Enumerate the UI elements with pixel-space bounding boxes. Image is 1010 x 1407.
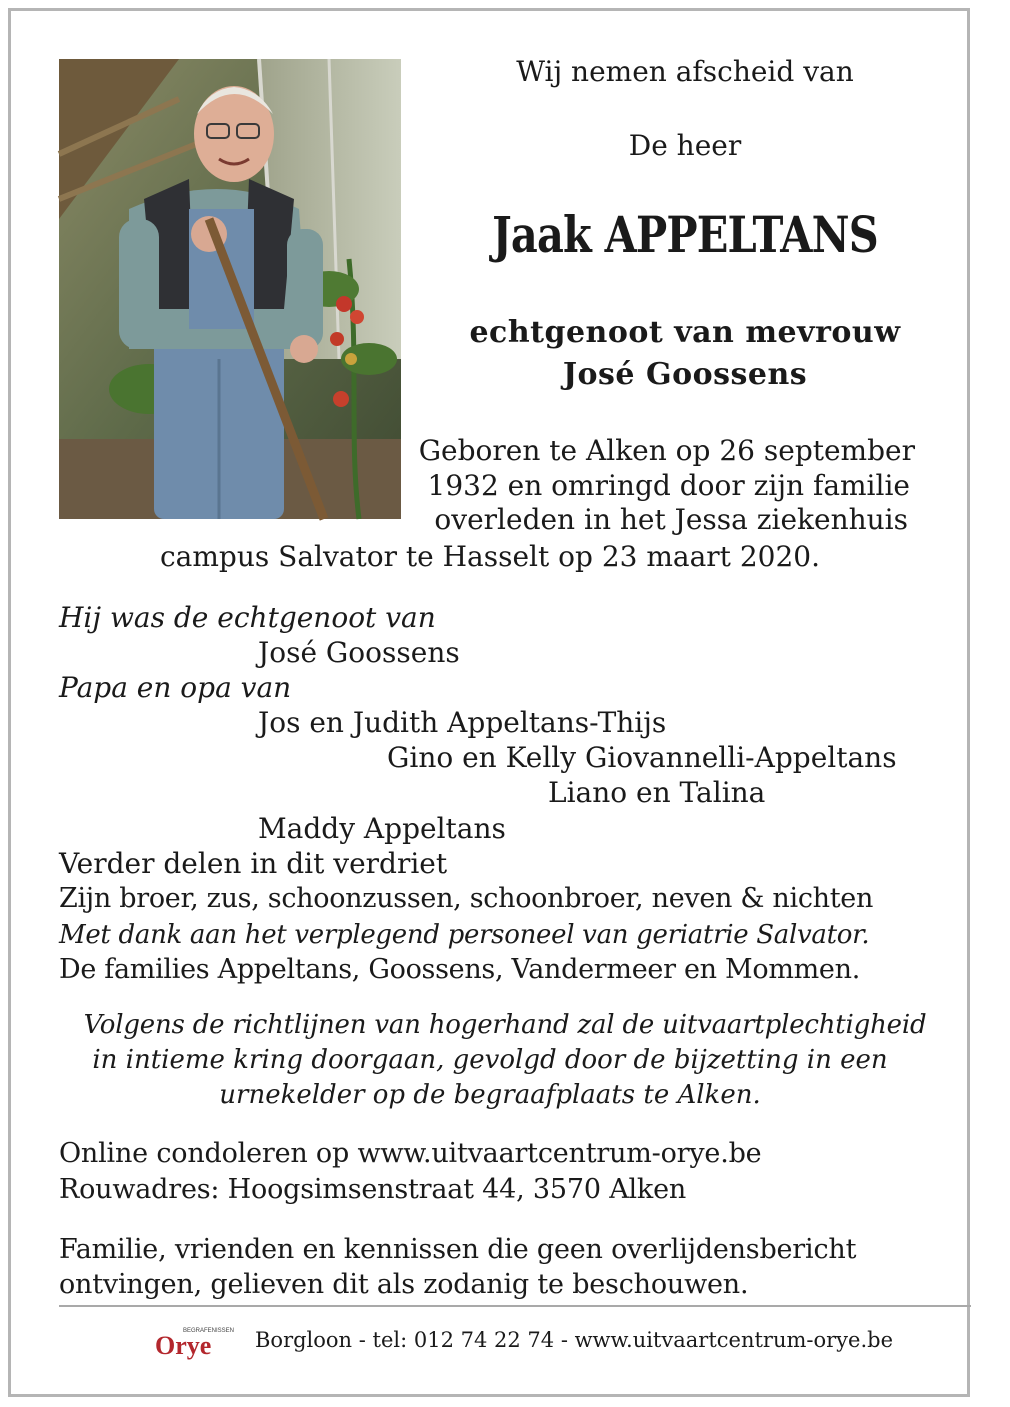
children-intro: Papa en opa van bbox=[59, 671, 292, 704]
svg-text:Orye: Orye bbox=[155, 1331, 212, 1360]
mourning-address: Rouwadres: Hoogsimsenstraat 44, 3570 Alken bbox=[59, 1174, 687, 1205]
birth-line-1: Geboren te Alken op 26 september bbox=[418, 434, 915, 467]
spouse-intro: Hij was de echtgenoot van bbox=[59, 601, 436, 634]
thanks-text: Met dank aan het verplegend personeel van geriatrie Salvator. bbox=[59, 920, 870, 950]
spouse-line-1: echtgenoot van mevrouw bbox=[469, 315, 901, 350]
child-1: Jos en Judith Appeltans-Thijs bbox=[258, 706, 667, 739]
ceremony-line-3: urnekelder op de begraafplaats te Alken. bbox=[219, 1080, 761, 1110]
portrait-photo bbox=[59, 59, 401, 519]
deceased-name: Jaak APPELTANS bbox=[492, 205, 878, 264]
orye-logo bbox=[155, 1324, 235, 1360]
footer-divider bbox=[59, 1305, 971, 1307]
birth-line-4: campus Salvator te Hasselt op 23 maart 2020. bbox=[160, 540, 820, 573]
families-text: De families Appeltans, Goossens, Vandermeer en Mommen. bbox=[59, 954, 860, 985]
birth-line-3: overleden in het Jessa ziekenhuis bbox=[434, 503, 908, 536]
birth-line-2: 1932 en omringd door zijn familie bbox=[427, 469, 910, 502]
honorific: De heer bbox=[628, 129, 742, 162]
others-list: Zijn broer, zus, schoonzussen, schoonbroer, neven & nichten bbox=[59, 883, 874, 914]
child-3: Maddy Appeltans bbox=[258, 812, 506, 845]
spouse-name: José Goossens bbox=[258, 636, 460, 669]
child-2: Gino en Kelly Giovannelli-Appeltans bbox=[387, 741, 897, 774]
ceremony-line-2: in intieme kring doorgaan, gevolgd door de bijzetting in een bbox=[92, 1045, 888, 1075]
spouse-line-2: José Goossens bbox=[562, 357, 808, 392]
svg-text:BEGRAFENISSEN: BEGRAFENISSEN bbox=[183, 1328, 235, 1334]
closing-line-1: Familie, vrienden en kennissen die geen overlijdensbericht bbox=[59, 1234, 857, 1265]
footer-info: Borgloon - tel: 012 74 22 74 - www.uitvaartcentrum-orye.be bbox=[255, 1328, 893, 1352]
online-condolence: Online condoleren op www.uitvaartcentrum-orye.be bbox=[59, 1138, 762, 1169]
closing-line-2: ontvingen, gelieven dit als zodanig te beschouwen. bbox=[59, 1269, 749, 1300]
ceremony-line-1: Volgens de richtlijnen van hogerhand zal de uitvaartplechtigheid bbox=[83, 1010, 927, 1040]
others-intro: Verder delen in dit verdriet bbox=[59, 847, 448, 880]
grandchildren: Liano en Talina bbox=[548, 776, 766, 809]
intro-text: Wij nemen afscheid van bbox=[516, 55, 854, 88]
